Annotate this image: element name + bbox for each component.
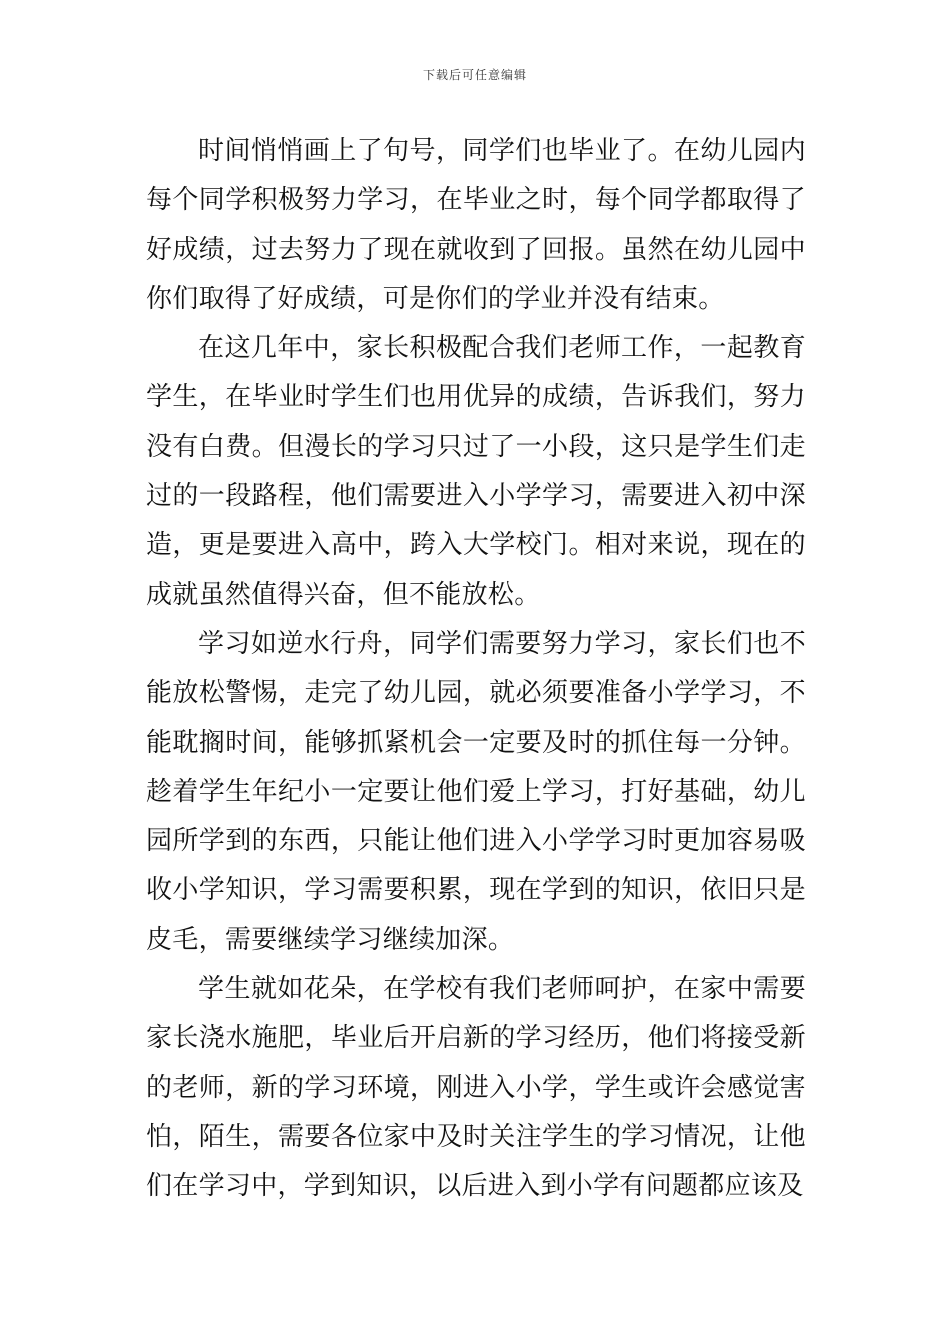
paragraph-4: 学生就如花朵，在学校有我们老师呵护，在家中需要家长浇水施肥，毕业后开启新的学习经历，他们将接受新的老师，新的学习环境，刚进入小学，学生或许会感觉害怕，陌生，需要各位家中及时关注学生的学习情况，让他们在学习中，学到知识，以后进入到小学有问题都应该及 [146, 974, 806, 1202]
paragraph-1: 时间悄悄画上了句号，同学们也毕业了。在幼儿园内每个同学积极努力学习，在毕业之时，每个同学都取得了好成绩，过去努力了现在就收到了回报。虽然在幼儿园中你们取得了好成绩，可是你们的学业并没有结束。 [146, 136, 806, 314]
header-note: 下载后可任意编辑 [422, 68, 527, 82]
paragraph-3: 学习如逆水行舟，同学们需要努力学习，家长们也不能放松警惕，走完了幼儿园，就必须要准备小学学习，不能耽搁时间，能够抓紧机会一定要及时的抓住每一分钟。趁着学生年纪小一定要让他们爱上学习，打好基础，幼儿园所学到的东西，只能让他们进入小学学习时更加容易吸收小学知识，学习需要积累，现在学到的知识，依旧只是皮毛，需要继续学习继续加深。 [146, 628, 806, 955]
document-body [146, 127, 806, 1212]
paragraph-2: 在这几年中，家长积极配合我们老师工作，一起教育学生，在毕业时学生们也用优异的成绩，告诉我们，努力没有白费。但漫长的学习只过了一小段，这只是学生们走过的一段路程，他们需要进入小学学习，需要进入初中深造，更是要进入高中，跨入大学校门。相对来说，现在的成就虽然值得兴奋，但不能放松。 [146, 333, 806, 610]
